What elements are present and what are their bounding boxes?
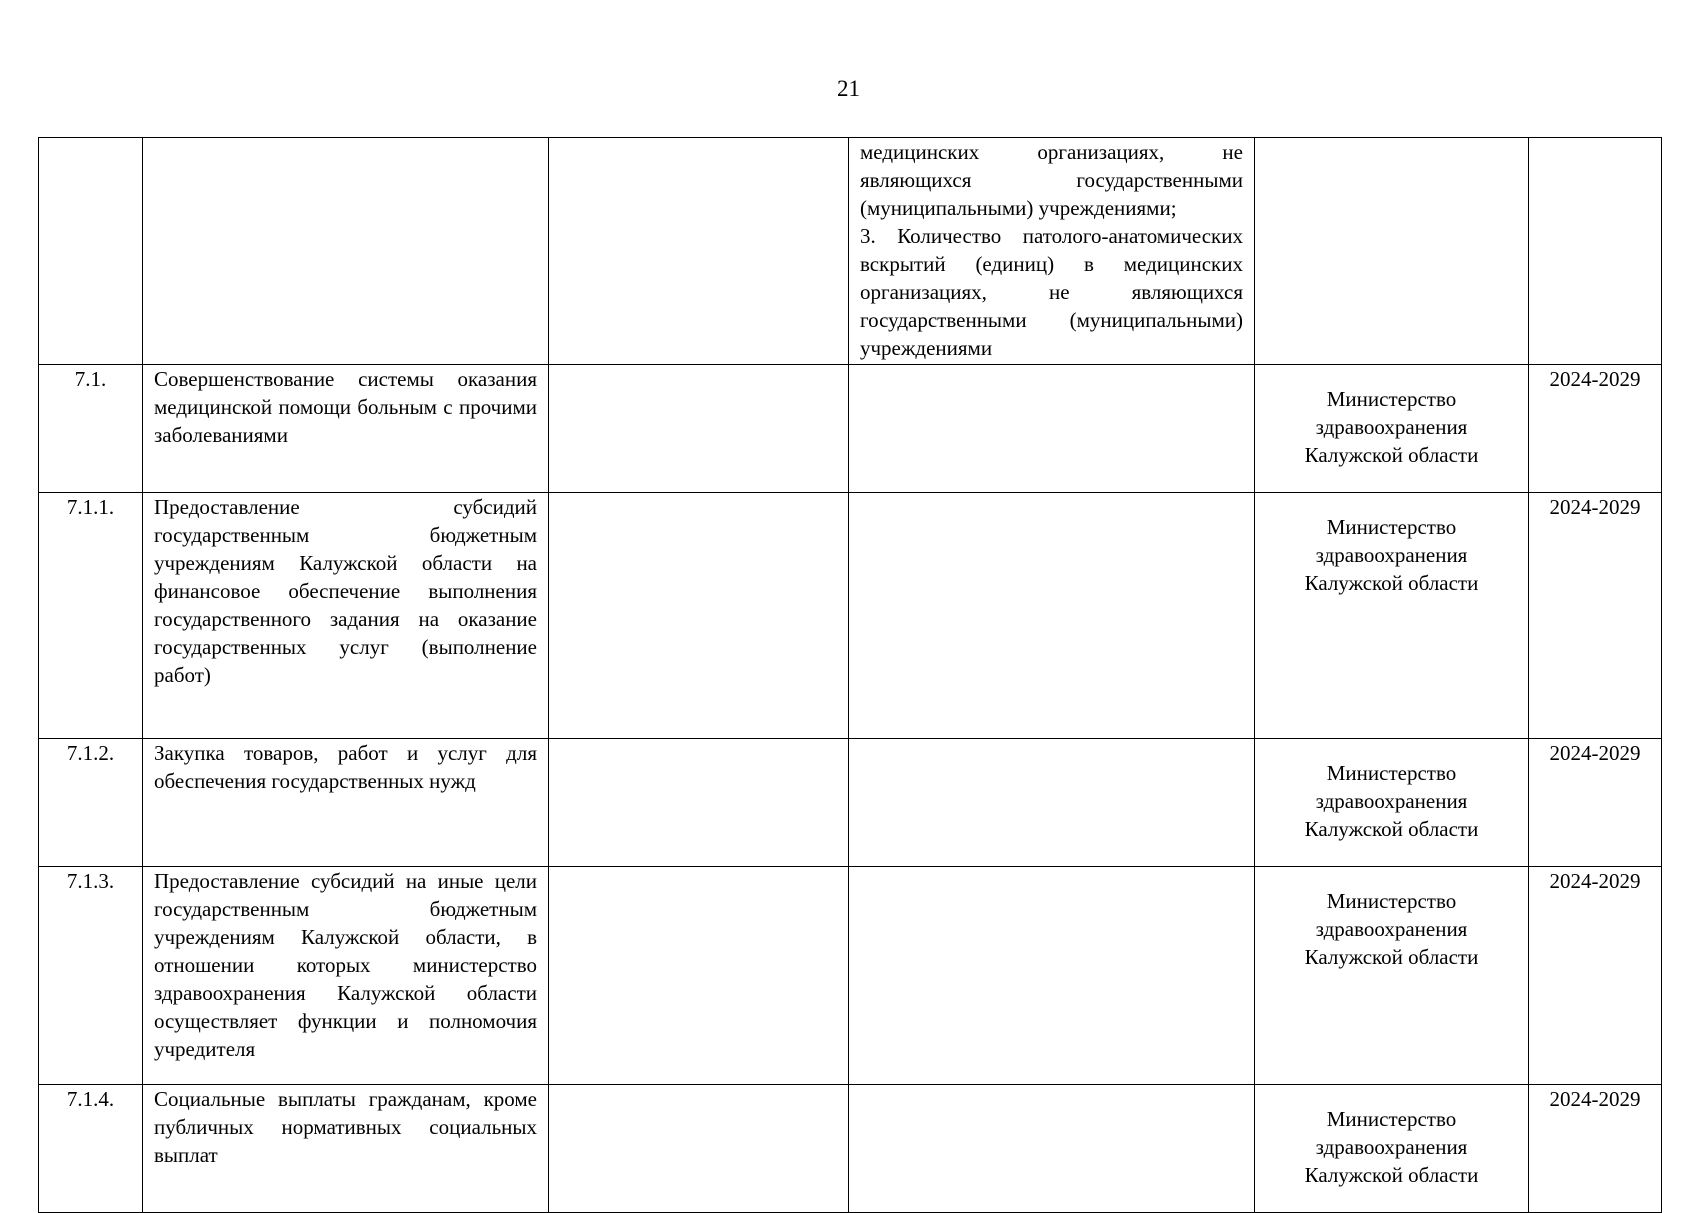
cell-blank: [549, 365, 849, 493]
cell-executor: Министерство здравоохранения Калужской области: [1255, 739, 1529, 867]
indicator-text: медицинских организациях, не являющихся государственными (муниципальными) учреждениями;: [860, 140, 1243, 220]
program-activities-table: [38, 137, 1662, 1213]
cell-blank: [549, 138, 849, 365]
table-row: [39, 1085, 1662, 1213]
cell-executor: Министерство здравоохранения Калужской области: [1255, 867, 1529, 1085]
cell-activity-name: Предоставление субсидий государственным бюджетным учреждениям Калужской области на финансовое обеспечение выполнения государственного задания на оказание государственных услуг (выполнение работ): [143, 493, 549, 739]
cell-indicators: [849, 739, 1255, 867]
table-row-continuation: [39, 138, 1662, 365]
cell-activity-name: Социальные выплаты гражданам, кроме публичных нормативных социальных выплат: [143, 1085, 549, 1213]
cell-executor: Министерство здравоохранения Калужской области: [1255, 1085, 1529, 1213]
cell-number: 7.1.4.: [39, 1085, 143, 1213]
cell-activity-name: [143, 138, 549, 365]
cell-indicators: [849, 493, 1255, 739]
table-row: [39, 739, 1662, 867]
cell-indicators: [849, 1085, 1255, 1213]
cell-blank: [549, 867, 849, 1085]
table-row: [39, 493, 1662, 739]
cell-blank: [549, 739, 849, 867]
cell-activity-name: Предоставление субсидий на иные цели государственным бюджетным учреждениям Калужской области, в отношении которых министерство здравоохранения Калужской области осуществляет функции и полномочия учредителя: [143, 867, 549, 1085]
cell-number: 7.1.1.: [39, 493, 143, 739]
cell-indicators: [849, 365, 1255, 493]
page-number: 21: [837, 76, 860, 101]
cell-blank: [549, 1085, 849, 1213]
cell-indicators: [849, 867, 1255, 1085]
cell-term: 2024-2029: [1529, 365, 1662, 493]
cell-term: 2024-2029: [1529, 739, 1662, 867]
cell-executor: [1255, 138, 1529, 365]
cell-number: [39, 138, 143, 365]
indicator-text: 3. Количество патолого-анатомических вскрытий (единиц) в медицинских организациях, не являющихся государственными (муниципальными) учреждениями: [860, 224, 1243, 360]
cell-indicators: [849, 138, 1255, 365]
cell-number: 7.1.3.: [39, 867, 143, 1085]
cell-number: 7.1.2.: [39, 739, 143, 867]
cell-executor: Министерство здравоохранения Калужской области: [1255, 365, 1529, 493]
table-row: [39, 867, 1662, 1085]
cell-term: 2024-2029: [1529, 867, 1662, 1085]
cell-term: [1529, 138, 1662, 365]
cell-term: 2024-2029: [1529, 1085, 1662, 1213]
cell-term: 2024-2029: [1529, 493, 1662, 739]
cell-activity-name: Совершенствование системы оказания медицинской помощи больным с прочими заболеваниями: [143, 365, 549, 493]
cell-number: 7.1.: [39, 365, 143, 493]
table-row: [39, 365, 1662, 493]
cell-executor: Министерство здравоохранения Калужской области: [1255, 493, 1529, 739]
cell-activity-name: Закупка товаров, работ и услуг для обеспечения государственных нужд: [143, 739, 549, 867]
cell-blank: [549, 493, 849, 739]
